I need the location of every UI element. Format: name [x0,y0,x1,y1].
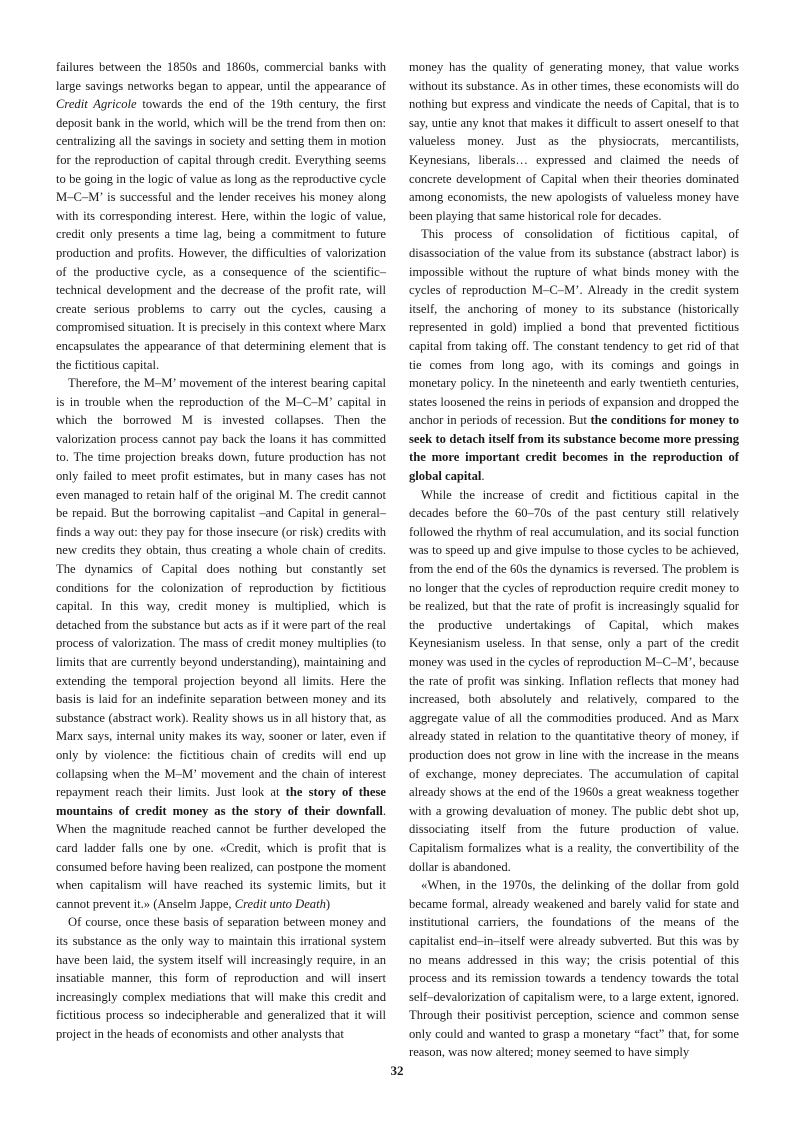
paragraph-text: money has the quality of generating money, that value works without its substance. As in other times, these economists will do nothing but express and vindicate the needs of Capital, that is to say, untie any knot that makes it difficult to assert oneself to that valueless money. Just as the physiocrats, mercantilists, Keynesians, liberals… expressed and claimed the needs of concrete development of Capital when their theories dominated among economists, the new apologists of valueless money have been playing that same historical role for decades. [409,60,739,223]
italic-text: Credit unto Death [234,896,326,911]
paragraph-text: . When the magnitude reached cannot be further developed the card ladder falls one by one. «Credit, which is profit that is consumed before having been realized, can postpone the moment when capitalism will have reached its systemic limits, but it cannot prevent it.» (Anselm Jappe, [56,803,386,911]
paragraph [409,58,739,225]
paragraph [409,486,739,876]
paragraph-text: Of course, once these basis of separation between money and its substance as the only way to maintain this irrational system have been laid, the system itself will increasingly require, in an insatiable manner, this form of reproduction and will insert increasingly complex mediations that will make this credit and fictitious process so indecipherable and generalized that it will project in the heads of economists and other analysts that [56,915,386,1041]
paragraph-text: towards the end of the 19th century, the first deposit bank in the world, which will be the trend from then on: centralizing all the savings in society and setting them in motion for the reproduction of capital through credit. Everything seems to be going in the logic of value as long as the reproductive cycle M–C–M’ is successful and the lender receives his money along with its corresponding interest. Here, within the logic of value, credit only presents a time lag, being a commitment to future production and profits. However, the difficulties of valorization of the productive cycle, as a consequence of the scientific–technical development and the decrease of the profit rate, will create serious problems to carry out the cycles, causing a compromised situation. It is precisely in this context where Marx encapsulates the appearance of that determining element that is the fictitious capital. [56,97,386,372]
left-column [56,58,386,1043]
italic-text: Credit Agricole [56,97,137,112]
paragraph-text: failures between the 1850s and 1860s, commercial banks with large savings networks began to appear, until the appearance of [56,60,386,93]
paragraph [56,913,386,1043]
paragraph [56,58,386,374]
paragraph-text: This process of consolidation of fictitious capital, of disassociation of the value from its substance (abstract labor) is impossible without the rupture of what binds money with the cycles of reproduction M–C–M’. Already in the credit system itself, the anchoring of money to its substance (historically represented in gold) implied a bond that prevented fictitious capital from taking off. The constant tendency to get rid of that tie comes from long ago, with its comings and goings in monetary policy. In the nineteenth and early twentieth centuries, states loosened the reins in periods of expansion and dropped the anchor in periods of recession. But [409,227,739,428]
paragraph [56,374,386,913]
paragraph [409,225,739,485]
paragraph-text: «When, in the 1970s, the delinking of the dollar from gold became formal, already weakened and barely valid for state and institutional carriers, the foundations of the means of the capitalist end–in–itself were already subverted. But this was by no means addressed in this way; the crisis potential of this process and its remission towards a tendency towards the total self–devalorization of capitalism were, to a large extent, ignored. Through their positivist perception, science and common sense only could and wanted to grasp a monetary “fact” that, for some reason, was now altered; money seemed to have simply [409,878,739,1060]
right-column [409,58,739,1062]
page-number: 32 [390,1063,404,1078]
paragraph-text: ) [325,896,331,911]
bold-text: the conditions for money to seek to detach itself from its substance become more pressing the more important credit becomes in the reproduction of global capital [409,413,739,484]
paragraph-text: Therefore, the M–M’ movement of the interest bearing capital is in trouble when the reproduction of the M–C–M’ capital in which the borrowed M is invested collapses. Then the valorization process cannot pay back the loans it has committed to. The time projection breaks down, future production has not only failed to meet profit estimates, but in many cases has not even managed to retain half of the original M. The credit cannot be repaid. But the borrowing capitalist –and Capital in general– finds a way out: they pay for those insecure (or risk) credits with new credits they obtain, thus creating a whole chain of credits. The dynamics of Capital does nothing but constantly set conditions for the colonization of reproduction by fictitious capital. In this way, credit money is multiplied, which is detached from the substance but acts as if it were part of the real process of valorization. The mass of credit money multiplies (to limits that are currently beyond understanding), maintaining and extending the temporal projection beyond all limits. Here the basis is laid for an indefinite separation between money and its substance (abstract work). Reality shows us in all history that, as Marx says, internal unity makes its way, sooner or later, even if only by violence: the fictitious chain of credits will end up collapsing when the M–M’ movement and the chain of interest repayment reach their limits. Just look at [56,376,386,800]
paragraph [409,876,739,1062]
paragraph-text: . [481,469,485,484]
paragraph-text: While the increase of credit and fictitious capital in the decades before the 60–70s of the past century still relatively followed the rhythm of real accumulation, and its social function was to speed up and give impulse to those cycles to be achieved, from the end of the 60s the dynamics is reversed. The problem is no longer that the cycles of reproduction require credit money to be realized, but that the rate of profit is increasingly squalid for the productive undertakings of Capital, which makes Keynesianism useless. In that sense, only a part of the credit money was used in the cycles of reproduction M–C–M’, because the rate of profit was sinking. Inflation reflects that money had increased, both absolutely and relatively, compared to the aggregate value of all the commodities produced. And as Marx already stated in relation to the quantitative theory of money, if production does not grow in line with the increase in the means of exchange, money depreciates. The accumulation of capital already shows at the end of the 1960s a great weakness together with a growing devaluation of money. The public debt shot up, dissociating itself from the future production of value. Capitalism formalizes what is a reality, the convertibility of the dollar is abandoned. [409,487,739,874]
bold-text: the story of these mountains of credit money as the story of their downfall [56,785,387,818]
